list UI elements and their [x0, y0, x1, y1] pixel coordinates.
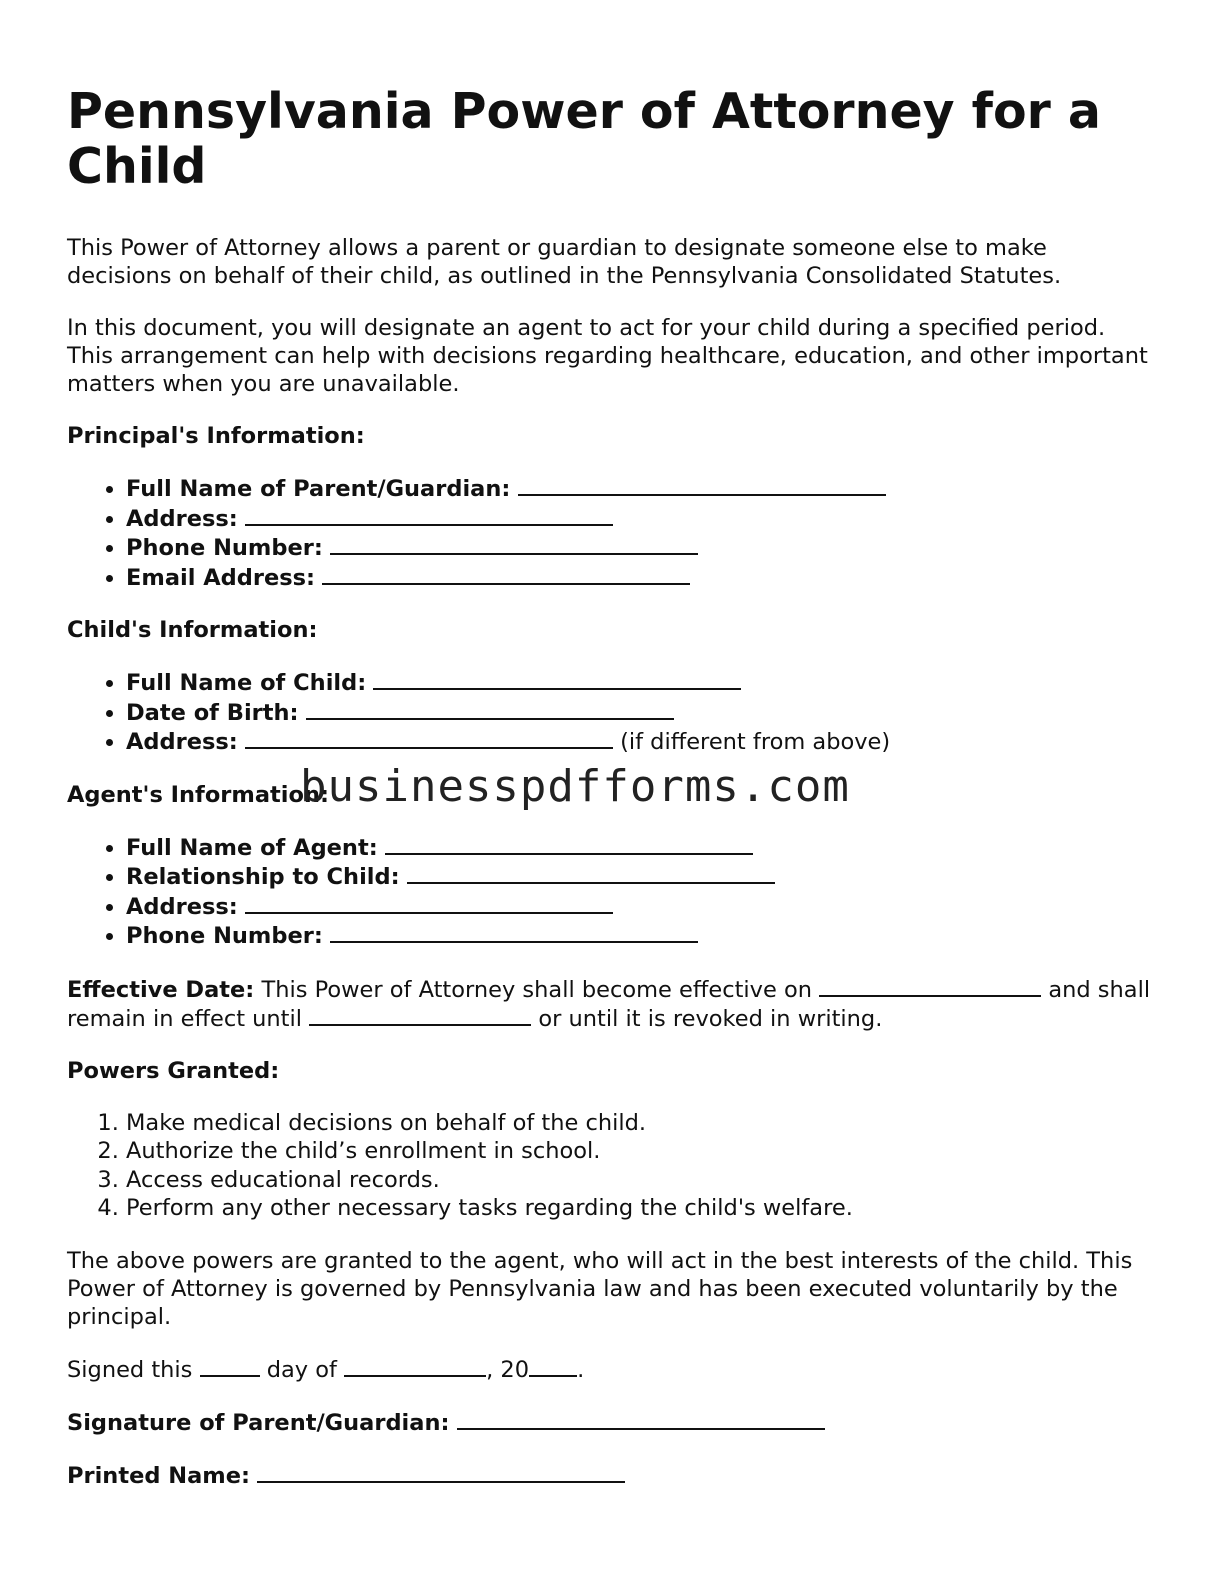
principal-email-blank[interactable] — [322, 563, 690, 585]
agent-name-item — [126, 833, 1157, 863]
child-name-blank[interactable] — [373, 668, 741, 690]
signed-day-blank[interactable] — [200, 1355, 260, 1377]
printed-name-line — [67, 1461, 1157, 1490]
agent-fields-list — [67, 833, 1157, 951]
principal-phone-item — [126, 533, 1157, 563]
signature-line — [67, 1408, 1157, 1437]
principal-name-label: Full Name of Parent/Guardian: — [126, 476, 511, 502]
effective-start-date-blank[interactable] — [819, 975, 1041, 997]
agent-relationship-label: Relationship to Child: — [126, 864, 400, 890]
powers-list — [67, 1109, 1157, 1223]
closing-paragraph: The above powers are granted to the agent, who will act in the best interests of the child. This Power of Attorney is governed by Pennsylvania law and has been executed voluntarily by the principal. — [67, 1247, 1133, 1330]
intro-paragraph-1: This Power of Attorney allows a parent or guardian to designate someone else to make decisions on behalf of their child, as outlined in the Pennsylvania Consolidated Statutes. — [67, 235, 1062, 289]
effective-text-end: or until it is revoked in writing. — [538, 1005, 883, 1032]
power-item: 4. Perform any other necessary tasks regarding the child's welfare. — [126, 1194, 1157, 1223]
child-name-item — [126, 668, 1157, 698]
power-item: 3. Access educational records. — [126, 1166, 1157, 1195]
agent-relationship-item — [126, 862, 1157, 892]
agent-address-item — [126, 892, 1157, 922]
agent-phone-item — [126, 921, 1157, 951]
principal-address-item — [126, 504, 1157, 534]
principal-name-item — [126, 474, 1157, 504]
child-fields-list — [67, 668, 1157, 757]
intro-paragraph-2: In this document, you will designate an agent to act for your child during a specified period. This arrangement can help with decisions regarding healthcare, education, and other important matters when you are unavailable. — [67, 315, 1148, 397]
child-name-label: Full Name of Child: — [126, 670, 367, 696]
agent-name-blank[interactable] — [385, 833, 753, 855]
signature-label: Signature of Parent/Guardian: — [67, 1409, 450, 1436]
agent-relationship-blank[interactable] — [407, 862, 775, 884]
signed-prefix: Signed this — [67, 1356, 193, 1383]
agent-phone-label: Phone Number: — [126, 923, 323, 949]
principal-phone-blank[interactable] — [330, 533, 698, 555]
principal-fields-list — [67, 474, 1157, 592]
principal-name-blank[interactable] — [518, 474, 886, 496]
document-title: Pennsylvania Power of Attorney for a Child — [67, 83, 1101, 195]
power-item: 1. Make medical decisions on behalf of the child. — [126, 1109, 1157, 1138]
child-dob-label: Date of Birth: — [126, 699, 299, 726]
effective-date-label: Effective Date: — [67, 976, 255, 1003]
signed-year-blank[interactable] — [529, 1355, 577, 1377]
principal-address-label: Address: — [126, 505, 238, 532]
power-item: 2. Authorize the child’s enrollment in school. — [126, 1137, 1157, 1166]
child-address-blank[interactable] — [245, 727, 613, 749]
effective-text-middle: and shall remain in effect until — [67, 976, 1151, 1032]
principal-phone-label: Phone Number: — [126, 535, 323, 561]
signature-blank[interactable] — [457, 1408, 825, 1430]
agent-heading: Agent's Information: — [67, 781, 329, 808]
agent-name-label: Full Name of Agent: — [126, 834, 378, 861]
child-heading: Child's Information: — [67, 617, 318, 643]
signed-month-blank[interactable] — [344, 1355, 486, 1377]
watermark-text: businesspdfforms.com — [300, 761, 850, 812]
signed-suffix: . — [577, 1356, 585, 1383]
child-address-label: Address: — [126, 729, 238, 755]
principal-email-item — [126, 563, 1157, 593]
principal-address-blank[interactable] — [245, 504, 613, 526]
printed-name-label: Printed Name: — [67, 1462, 250, 1489]
principal-email-label: Email Address: — [126, 564, 316, 591]
effective-date-paragraph — [67, 975, 1157, 1033]
signed-day-of: day of — [266, 1356, 337, 1383]
child-dob-item — [126, 698, 1157, 728]
agent-address-label: Address: — [126, 893, 238, 920]
agent-address-blank[interactable] — [245, 892, 613, 914]
child-dob-blank[interactable] — [306, 698, 674, 720]
child-address-note: (if different from above) — [620, 729, 891, 755]
powers-heading: Powers Granted: — [67, 1057, 280, 1084]
effective-end-date-blank[interactable] — [309, 1004, 531, 1026]
signed-line — [67, 1355, 1157, 1384]
principal-heading: Principal's Information: — [67, 423, 365, 449]
agent-phone-blank[interactable] — [330, 921, 698, 943]
printed-name-blank[interactable] — [257, 1461, 625, 1483]
child-address-item — [126, 727, 1157, 757]
signed-year-prefix: , 20 — [486, 1356, 530, 1383]
effective-text-start: This Power of Attorney shall become effective on — [261, 976, 812, 1003]
